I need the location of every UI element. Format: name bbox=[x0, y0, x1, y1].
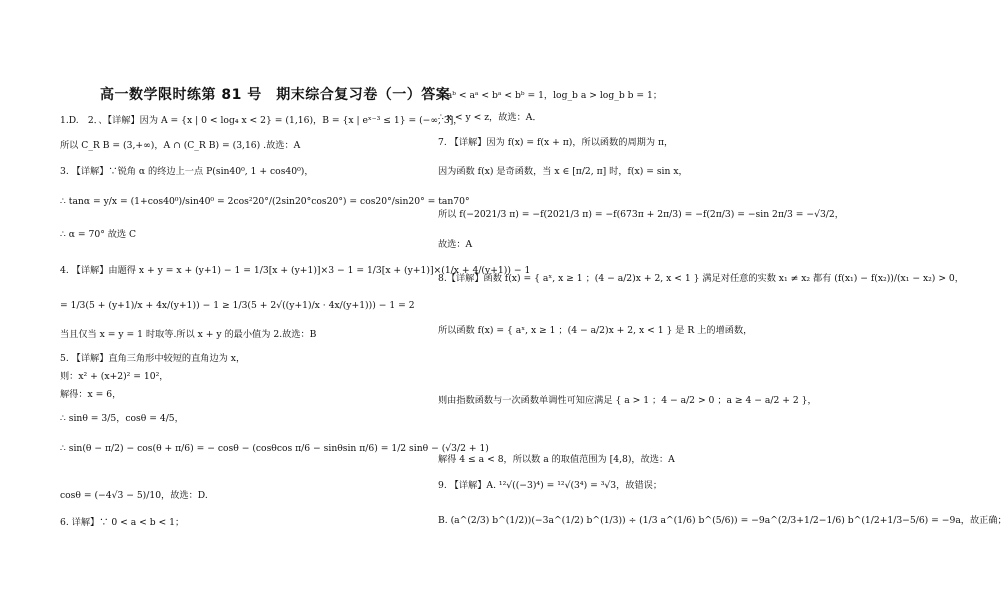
answer-line: 因为函数 f(x) 是奇函数，当 x ∈ [π/2, π] 时，f(x) = sin x， bbox=[438, 166, 688, 177]
answer-line: 故选：A bbox=[438, 239, 473, 250]
answer-line: 所以 f(−2021/3 π) = −f(2021/3 π) = −f(673π + 2π/3) = −f(2π/3) = −sin 2π/3 = −√3/2， bbox=[438, 209, 844, 220]
answer-line: ∴ α = 70° 故选 C bbox=[60, 229, 137, 240]
answer-line: ∴ sinθ = 3/5，cosθ = 4/5， bbox=[60, 413, 184, 424]
answer-line: ∴ sin(θ − π/2) − cos(θ + π/6) = − cosθ − (cosθcos π/6 − sinθsin π/6) = 1/2 sinθ − (√3/2 + 1) bbox=[60, 443, 489, 454]
answer-line: 5. 【详解】直角三角形中较短的直角边为 x， bbox=[60, 353, 246, 364]
answer-line: = 1/3(5 + (y+1)/x + 4x/(y+1)) − 1 ≥ 1/3(5 + 2√((y+1)/x · 4x/(y+1))) − 1 = 2 bbox=[60, 300, 415, 311]
answer-line: 所以函数 f(x) = { aˣ, x ≥ 1 ；(4 − a/2)x + 2, x < 1 } 是 R 上的增函数， bbox=[438, 325, 753, 336]
answer-line: B. (a^(2/3) b^(1/2))(−3a^(1/2) b^(1/3)) ÷ (1/3 a^(1/6) b^(5/6)) = −9a^(2/3+1/2−1/6) b^(1/2+1/3−5/6) = −9a，故正确； bbox=[438, 515, 1007, 526]
answer-line: cosθ = (−4√3 − 5)/10，故选：D. bbox=[60, 490, 208, 501]
page-title: 高一数学限时练第 81 号 期末综合复习卷（一）答案 bbox=[100, 87, 451, 103]
answer-line: ∴ x < y < z，故选：A． bbox=[438, 112, 542, 123]
answer-line: 4. 【详解】由题得 x + y = x + (y+1) − 1 = 1/3[x + (y+1)]×3 − 1 = 1/3[x + (y+1)]×(1/x + 4/(y+1)) − 1 bbox=[60, 265, 531, 276]
answer-line: 9. 【详解】A. ¹²√((−3)⁴) = ¹²√(3⁴) = ³√3，故错误； bbox=[438, 480, 663, 491]
answer-line: 3. 【详解】∵锐角 α 的终边上一点 P(sin40⁰, 1 + cos40⁰)， bbox=[60, 166, 314, 177]
answer-line: ∴ tanα = y/x = (1+cos40⁰)/sin40⁰ = 2cos²20°/(2sin20°cos20°) = cos20°/sin20° = tan70° bbox=[60, 196, 470, 207]
answer-line: ∴ aᵇ < aᵃ < bᵃ < bᵇ = 1，log_b a > log_b b = 1； bbox=[438, 90, 663, 101]
answer-line: 当且仅当 x = y = 1 时取等.所以 x + y 的最小值为 2.故选：B bbox=[60, 329, 317, 340]
answer-line: 1.D. 2．、【详解】因为 A = {x | 0 < log₄ x < 2} = (1,16)，B = {x | eˣ⁻³ ≤ 1} = (−∞, 3]， bbox=[60, 115, 463, 126]
answer-line: 6. 详解】∵ 0 < a < b < 1； bbox=[60, 517, 185, 528]
answer-line: 解得 4 ≤ a < 8，所以数 a 的取值范围为 [4,8)，故选：A bbox=[438, 454, 675, 465]
answer-line: 所以 C_R B = (3,+∞)，A ∩ (C_R B) = (3,16) .故选：A bbox=[60, 140, 301, 151]
answer-line: 则：x² + (x+2)² = 10²， bbox=[60, 371, 169, 382]
answer-line: 则由指数函数与一次函数单调性可知应满足 { a > 1 ；4 − a/2 > 0 ；a ≥ 4 − a/2 + 2 }， bbox=[438, 395, 817, 406]
answer-line: 8.【详解】函数 f(x) = { aˣ, x ≥ 1 ；(4 − a/2)x + 2, x < 1 } 满足对任意的实数 x₁ ≠ x₂ 都有 (f(x₁) − f(x₂))/(x₁ − x₂) > 0， bbox=[438, 273, 964, 284]
answer-line: 解得：x = 6， bbox=[60, 389, 122, 400]
answer-line: 7. 【详解】因为 f(x) = f(x + π)，所以函数的周期为 π， bbox=[438, 137, 674, 148]
